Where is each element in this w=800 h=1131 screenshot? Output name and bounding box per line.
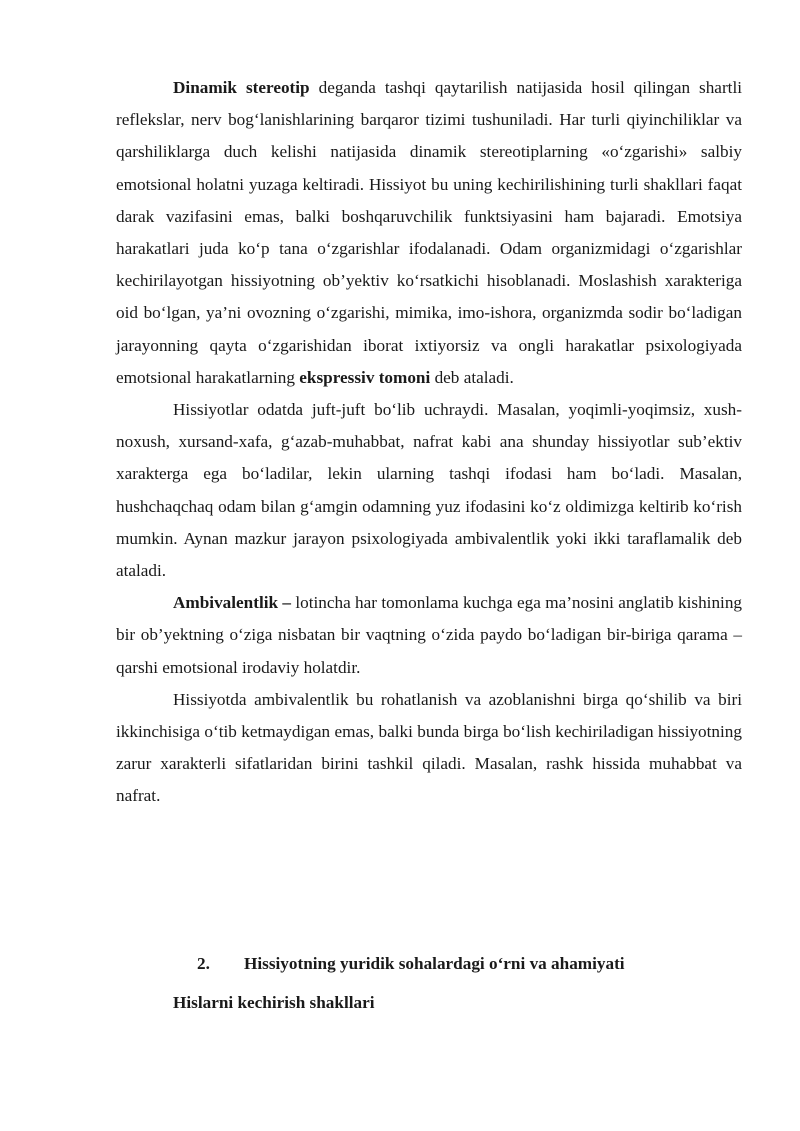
paragraph-text-end: deb ataladi. xyxy=(430,367,514,387)
section-number: 2. xyxy=(197,954,210,973)
term-ekspressiv-tomoni: ekspressiv tomoni xyxy=(299,367,431,387)
term-ambivalentlik: Ambivalentlik – xyxy=(173,593,291,613)
section-subtitle: Hislarni kechirish shakllari xyxy=(173,993,375,1012)
document-body xyxy=(116,72,742,813)
term-dinamik-stereotip: Dinamik stereotip xyxy=(173,78,310,97)
paragraph-text: Hissiyotda ambivalentlik bu rohatlanish va azoblanishni birga qo‘shilib va biri ikkinchisiga o‘tib ketmaydigan emas, balki bunda birga bo‘lish kechiriladigan hissiyotning zarur xarakterli sifatlaridan birini tashkil qiladi. Masalan, rashk hissida muhabbat va nafrat. xyxy=(116,689,742,806)
section-title: Hissiyotning yuridik sohalardagi o‘rni va ahamiyati xyxy=(244,954,625,973)
paragraph-text: Hissiyotlar odatda juft-juft bo‘lib uchraydi. Masalan, yoqimli-yoqimsiz, xush-noxush, xursand-xafa, g‘azab-muhabbat, nafrat kabi ana shunday hissiyotlar sub’ektiv xarakterga ega bo‘ladilar, lekin ularning tashqi ifodasi ham bo‘ladi. Masalan, hushchaqchaq odam bilan g‘amgin odamning yuz ifodasini ko‘z oldimizga keltirib ko‘rish mumkin. Aynan mazkur jarayon psixologiyada ambivalentlik yoki ikki taraflamalik deb ataladi. xyxy=(116,400,742,581)
paragraph-hissiyotda xyxy=(116,684,742,813)
paragraph-text: lotincha har tomonlama kuchga ega ma’nosini anglatib kishining bir ob’yektning o‘ziga nisbatan bir vaqtning o‘zida paydo bo‘ladigan bir-biriga qarama – qarshi emotsional irodaviy holatdir. xyxy=(116,593,743,677)
paragraph-dinamik-stereotip xyxy=(116,72,742,394)
paragraph-hissiyotlar xyxy=(116,394,742,587)
paragraph-ambivalentlik xyxy=(116,587,742,684)
paragraph-text: deganda tashqi qaytarilish natijasida hosil qilingan shartli reflekslar, nerv bog‘lanishlarining barqaror tizimi tushuniladi. Har turli qiyinchiliklar va qarshiliklarga duch kelishi natijasida dinamik stereotiplarning «o‘zgarishi» salbiy emotsional holatni yuzaga keltiradi. Hissiyot bu uning kechirilishining turli shakllari faqat darak vazifasini emas, balki boshqaruvchilik funktsiyasini ham bajaradi. Emotsiya harakatlari juda ko‘p tana o‘zgarishlar ifodalanadi. Odam organizmidagi o‘zgarishlar kechirilayotgan hissiyotning ob’yektiv ko‘rsatkichi hisoblanadi. Moslashish xarakteriga oid bo‘lgan, ya’ni ovozning o‘zgarishi, mimika, imo-ishora, organizmda sodir bo‘ladigan jarayonning qayta o‘zgarishidan iborat ixtiyorsiz va ongli harakatlar psixologiyada emotsional harakatlarning xyxy=(116,78,742,387)
